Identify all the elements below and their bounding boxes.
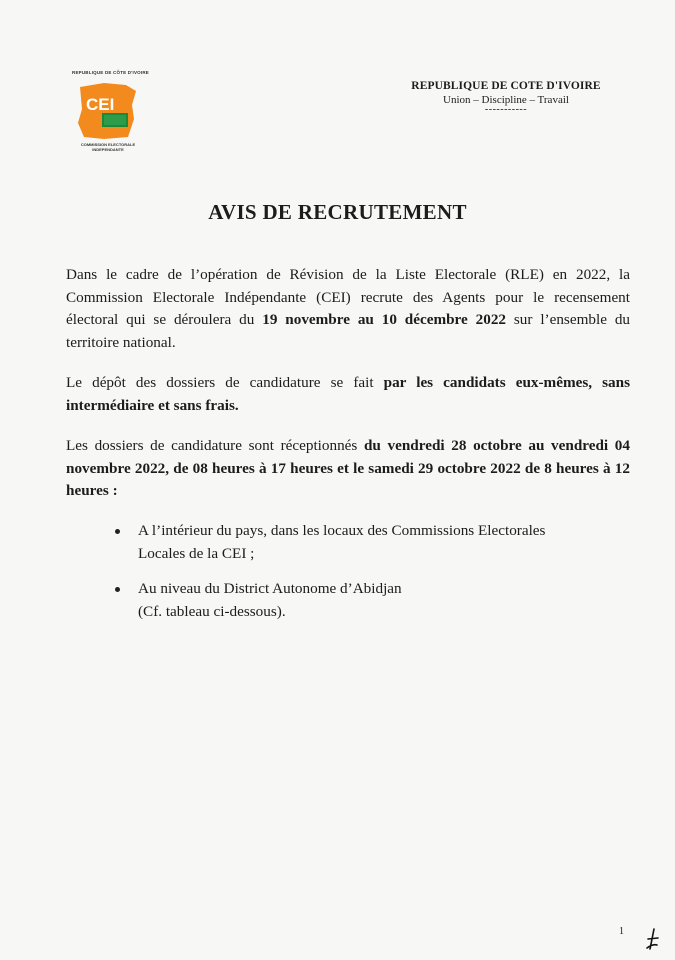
national-motto: Union – Discipline – Travail bbox=[443, 94, 569, 106]
header-separator: ----------- bbox=[484, 104, 528, 115]
paragraph-schedule bbox=[66, 435, 630, 503]
bullet-1-line-2: Locales de la CEI ; bbox=[138, 544, 255, 562]
p3-schedule: du vendredi 28 octobre au vendredi 04 novembre 2022, de 08 heures à 17 heures et le samedi 29 octobre 2022 de 8 heures à 12 heures bbox=[66, 437, 630, 499]
p2-text-a: Le dépôt des dossiers de candidature se fait bbox=[66, 374, 384, 391]
list-item bbox=[110, 578, 635, 623]
p1-dates: 19 novembre au 10 décembre 2022 bbox=[262, 311, 507, 328]
logo-bottom-text bbox=[68, 142, 148, 152]
p3-text-a: Les dossiers de candidature sont réceptionnés bbox=[66, 437, 364, 454]
cei-emblem-icon bbox=[74, 79, 144, 141]
signature-initial-icon bbox=[645, 928, 661, 950]
p3-colon: : bbox=[108, 482, 118, 499]
p1-text-c: sur l’ensemble du territoire national. bbox=[66, 311, 631, 351]
logo-top-text: REPUBLIQUE DE CÔTE D'IVOIRE bbox=[72, 70, 149, 75]
logo-abbr: CEI bbox=[86, 95, 115, 114]
bullet-1-line-1: A l’intérieur du pays, dans les locaux des Commissions Electorales bbox=[138, 522, 546, 539]
country-name: REPUBLIQUE DE COTE D'IVOIRE bbox=[411, 80, 601, 92]
locations-list bbox=[110, 520, 635, 636]
paragraph-intro bbox=[66, 264, 630, 354]
p1-text-a: Dans le cadre de l’opération de Révision de la Liste Electorale (RLE) en 2022, la Commission Electorale Indépendante (CEI) recrute des Agents pour le recensement électoral qui se déroulera du bbox=[66, 266, 630, 328]
header-country bbox=[400, 80, 612, 115]
page-number: 1 bbox=[619, 926, 624, 937]
bullet-icon bbox=[115, 587, 120, 592]
logo-bottom-line-2: INDEPENDANTE bbox=[92, 147, 124, 152]
logo-bottom-line-1: COMMISSION ELECTORALE bbox=[80, 142, 136, 147]
bullet-2-line-2: (Cf. tableau ci-dessous). bbox=[138, 602, 286, 620]
document-title: AVIS DE RECRUTEMENT bbox=[208, 200, 467, 224]
list-item bbox=[110, 520, 635, 565]
bullet-2-line-1: Au niveau du District Autonome d’Abidjan bbox=[138, 580, 402, 597]
bullet-icon bbox=[115, 529, 120, 534]
paragraph-deposit bbox=[66, 372, 630, 417]
p2-emphasis: par les candidats eux-mêmes, sans intermédiaire et sans frais. bbox=[66, 374, 630, 414]
cei-logo bbox=[68, 70, 150, 170]
